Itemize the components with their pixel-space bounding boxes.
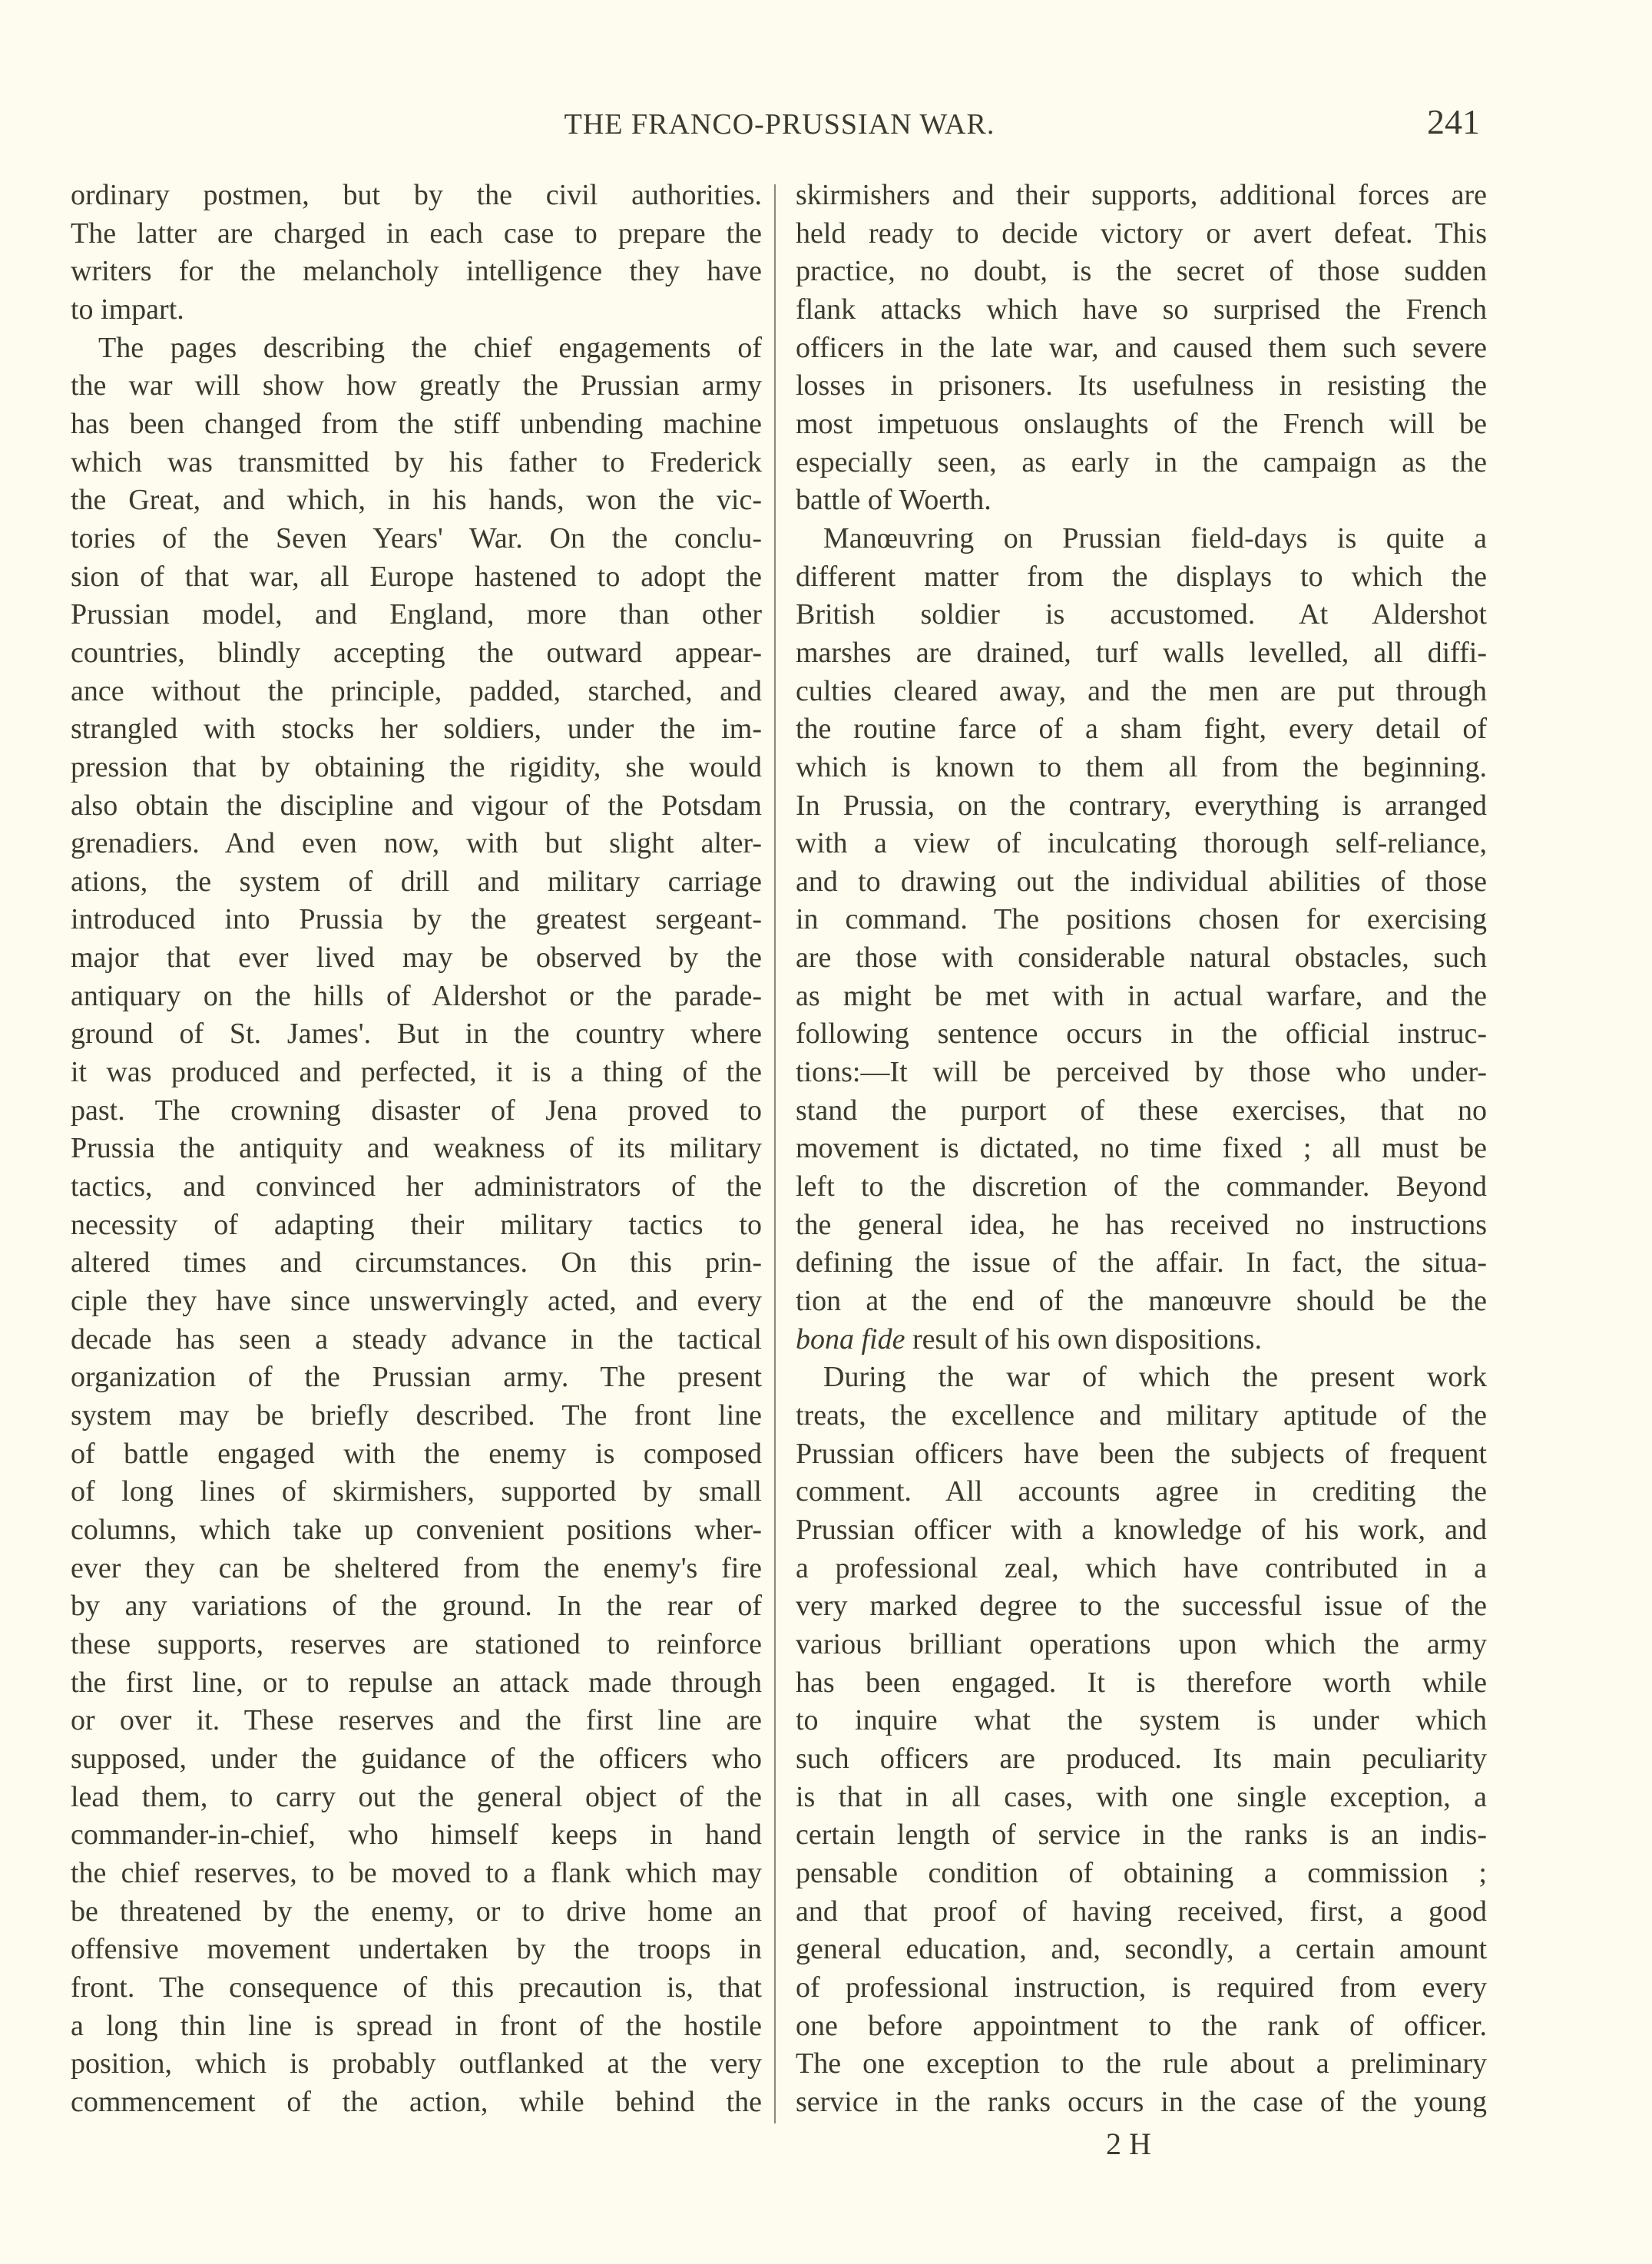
text-line: front. The consequence of this precaution is, that [71,1971,762,2004]
text-line: The one exception to the rule about a preliminary [796,2047,1487,2080]
text-line: especially seen, as early in the campaign as the [796,445,1487,478]
text-line: In Prussia, on the contrary, everything is arranged [796,789,1487,822]
text-line: system may be briefly described. The front line [71,1399,762,1432]
text-line: of professional instruction, is required from every [796,1971,1487,2004]
text-line: offensive movement undertaken by the troops in [71,1933,762,1966]
text-line: the first line, or to repulse an attack made through [71,1666,762,1699]
text-line: commencement of the action, while behind the [71,2085,762,2118]
text-line: left to the discretion of the commander. Beyond [796,1170,1487,1203]
italic-phrase: bona fide [796,1322,905,1355]
text-line: the Great, and which, in his hands, won the vic- [71,484,762,517]
text-line: countries, blindly accepting the outward appear- [71,636,762,669]
text-line: grenadiers. And even now, with but slight alter- [71,827,762,860]
text-line: battle of Woerth. [796,484,992,517]
text-line: tories of the Seven Years' War. On the conclu- [71,521,762,554]
text-line: certain length of service in the ranks is an indis- [796,1819,1487,1852]
text-line: skirmishers and their supports, additional forces are [796,179,1487,211]
text-line: During the war of which the present work [823,1361,1487,1394]
text-line: sion of that war, all Europe hastened to adopt the [71,560,762,593]
text-line: the routine farce of a sham fight, every detail of [796,713,1487,746]
text-line: position, which is probably outflanked at the very [71,2047,762,2080]
text-line: Prussian officers have been the subjects of frequent [796,1437,1487,1470]
text-line: general education, and, secondly, a certain amount [796,1933,1487,1966]
text-line: antiquary on the hills of Aldershot or the parade- [71,979,762,1012]
page-number: 241 [1427,102,1480,141]
text-line: service in the ranks occurs in the case of the young [796,2085,1487,2118]
text-line: treats, the excellence and military aptitude of the [796,1399,1487,1432]
text-line: ever they can be sheltered from the enemy's fire [71,1551,762,1584]
text-line [796,1321,1487,1359]
text-line: be threatened by the enemy, or to drive home an [71,1895,762,1928]
text-line: tion at the end of the manœuvre should be the [796,1285,1487,1318]
text-line: Prussian officer with a knowledge of his work, and [796,1513,1487,1546]
right-text-column [796,177,1487,2121]
text-line: most impetuous onslaughts of the French will be [796,407,1487,440]
text-line: Prussian model, and England, more than other [71,598,762,631]
text-line: writers for the melancholy intelligence they have [71,255,762,288]
text-line: stand the purport of these exercises, that no [796,1094,1487,1127]
text-line: has been engaged. It is therefore worth while [796,1666,1487,1699]
text-line: and that proof of having received, first, a good [796,1895,1487,1928]
text-line: necessity of adapting their military tactics to [71,1208,762,1241]
text-line: to impart. [71,293,184,326]
text-line: major that ever lived may be observed by the [71,942,762,975]
text-line: a professional zeal, which have contributed in a [796,1551,1487,1584]
text-line: past. The crowning disaster of Jena proved to [71,1094,762,1127]
text-line: flank attacks which have so surprised the French [796,293,1487,326]
text-line: comment. All accounts agree in crediting the [796,1475,1487,1508]
text-line: various brilliant operations upon which the army [796,1627,1487,1660]
text-line: a long thin line is spread in front of the hostile [71,2009,762,2042]
text-line: very marked degree to the successful issue of the [796,1590,1487,1623]
text-line: and to drawing out the individual abilities of those [796,865,1487,898]
left-text-column [71,177,762,2121]
column-divider-rule [774,184,776,2123]
text-line: are those with considerable natural obstacles, such [796,942,1487,975]
text-line: ations, the system of drill and military carriage [71,865,762,898]
text-line: the war will show how greatly the Prussian army [71,369,762,402]
text-line: of long lines of skirmishers, supported by small [71,1475,762,1508]
text-line: in command. The positions chosen for exercising [796,903,1487,936]
text-line: ciple they have since unswervingly acted, and every [71,1285,762,1318]
text-line: also obtain the discipline and vigour of the Potsdam [71,789,762,822]
running-head-title: THE FRANCO-PRUSSIAN WAR. [564,108,995,141]
text-line: decade has seen a steady advance in the tactical [71,1322,762,1355]
text-line: tactics, and convinced her administrators of the [71,1170,762,1203]
text-line: introduced into Prussia by the greatest sergeant- [71,903,762,936]
text-line: has been changed from the stiff unbending machine [71,407,762,440]
text-line: defining the issue of the affair. In fact, the situa- [796,1246,1487,1279]
text-line: Manœuvring on Prussian field-days is quite a [823,521,1487,554]
text-line: which is known to them all from the beginning. [796,750,1487,783]
text-line: is that in all cases, with one single exception, a [796,1780,1487,1813]
text-line: commander-in-chief, who himself keeps in hand [71,1819,762,1852]
text-line: ordinary postmen, but by the civil authorities. [71,179,762,211]
text-line: lead them, to carry out the general object of the [71,1780,762,1813]
text-line: held ready to decide victory or avert defeat. This [796,217,1487,250]
text-line: Prussia the antiquity and weakness of its military [71,1132,762,1165]
text-line: which was transmitted by his father to Frederick [71,445,762,478]
text-line: the chief reserves, to be moved to a flank which may [71,1856,762,1889]
text-line: British soldier is accustomed. At Aldershot [796,598,1487,631]
text-line: pensable condition of obtaining a commission ; [796,1856,1487,1889]
text-line: it was produced and perfected, it is a thing of the [71,1056,762,1089]
text-line: organization of the Prussian army. The present [71,1361,762,1394]
text-line: supposed, under the guidance of the officers who [71,1742,762,1775]
signature-mark: 2 H [1106,2127,1151,2161]
text-line: by any variations of the ground. In the rear of [71,1590,762,1623]
text-line: as might be met with in actual warfare, and the [796,979,1487,1012]
text-line: tions:—It will be perceived by those who under- [796,1056,1487,1089]
text-line: these supports, reserves are stationed to reinforce [71,1627,762,1660]
text-line: pression that by obtaining the rigidity, she would [71,750,762,783]
text-line: strangled with stocks her soldiers, under the im- [71,713,762,746]
text-line: ance without the principle, padded, starched, and [71,674,762,707]
text-line: ground of St. James'. But in the country where [71,1018,762,1051]
text-line: the general idea, he has received no instructions [796,1208,1487,1241]
text-line: officers in the late war, and caused them such severe [796,331,1487,364]
text-line: of battle engaged with the enemy is composed [71,1437,762,1470]
text-line: The pages describing the chief engagements of [98,331,762,364]
text-line: practice, no doubt, is the secret of those sudden [796,255,1487,288]
text-line: culties cleared away, and the men are put through [796,674,1487,707]
text-line: or over it. These reserves and the first line are [71,1704,762,1737]
text-line: movement is dictated, no time fixed ; all must be [796,1132,1487,1165]
text-line: marshes are drained, turf walls levelled, all diffi- [796,636,1487,669]
text-line: following sentence occurs in the official instruc- [796,1018,1487,1051]
text-line: one before appointment to the rank of officer. [796,2009,1487,2042]
text-line: with a view of inculcating thorough self-reliance, [796,827,1487,860]
text-line: columns, which take up convenient positions wher- [71,1513,762,1546]
text-line: to inquire what the system is under which [796,1704,1487,1737]
text-line: The latter are charged in each case to prepare the [71,217,762,250]
text-line: different matter from the displays to which the [796,560,1487,593]
text-line: altered times and circumstances. On this prin- [71,1246,762,1279]
text-line: such officers are produced. Its main peculiarity [796,1742,1487,1775]
line-text: result of his own dispositions. [905,1322,1262,1355]
text-line: losses in prisoners. Its usefulness in resisting the [796,369,1487,402]
